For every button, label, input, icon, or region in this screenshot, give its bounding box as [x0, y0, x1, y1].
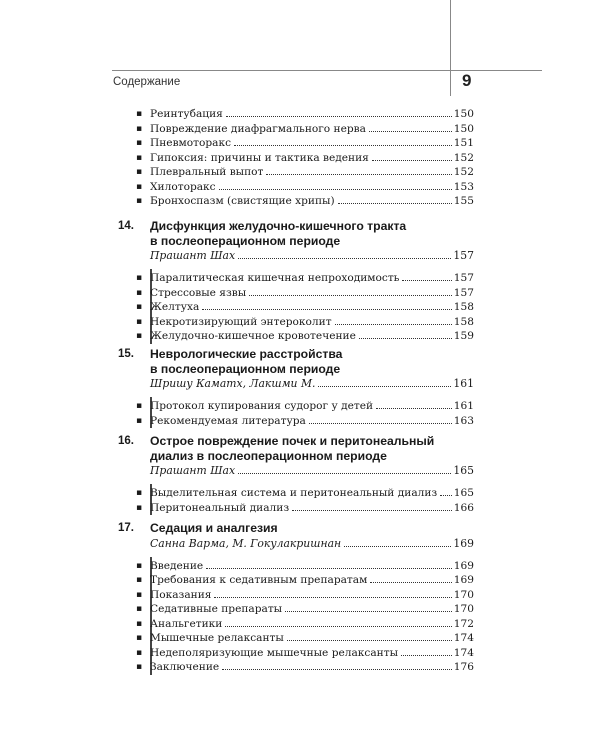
toc-item[interactable] — [136, 286, 474, 300]
running-header-title: Содержание — [113, 76, 181, 88]
author-page: 165 — [453, 464, 474, 477]
bullet-icon: ▪ — [136, 123, 143, 134]
bullet-icon: ▪ — [136, 488, 143, 498]
dot-leader — [238, 473, 451, 474]
bullet-icon: ▪ — [136, 502, 143, 513]
bullet-icon: ▪ — [136, 331, 143, 341]
dot-leader — [222, 669, 452, 670]
dot-leader — [372, 160, 452, 161]
dot-leader — [287, 640, 452, 641]
toc-item[interactable] — [136, 300, 474, 314]
bullet-icon: ▪ — [136, 560, 143, 571]
dot-leader — [440, 495, 452, 496]
bullet-icon: ▪ — [136, 633, 143, 643]
section-title-line[interactable]: Острое повреждение почек и перитонеальный — [150, 434, 435, 448]
toc-item[interactable] — [136, 315, 474, 329]
toc-item-page: 150 — [453, 108, 474, 120]
toc-item[interactable] — [136, 501, 474, 515]
toc-item-page: 153 — [453, 180, 474, 193]
toc-item-text: Седативные препараты — [150, 603, 283, 615]
bullet-icon: ▪ — [136, 181, 143, 192]
dot-leader — [226, 116, 452, 117]
dot-leader — [401, 655, 452, 656]
toc-item-text: Реинтубация — [150, 108, 223, 120]
toc-item-page: 155 — [453, 195, 474, 207]
page-number: 9 — [462, 71, 472, 90]
toc-item-text: Некротизирующий энтероколит — [150, 315, 332, 328]
dot-leader — [292, 510, 452, 511]
dot-leader — [376, 408, 452, 409]
toc-item-page: 169 — [453, 559, 474, 572]
bullet-icon: ▪ — [136, 415, 143, 426]
author-page: 157 — [453, 249, 474, 262]
bullet-icon: ▪ — [136, 287, 143, 298]
author-name: Санна Варма, М. Гокулакришнан — [150, 536, 342, 550]
bullet-icon: ▪ — [136, 273, 143, 283]
toc-item[interactable] — [136, 194, 474, 208]
dot-leader — [344, 546, 451, 547]
section-title-line[interactable]: диализ в послеоперационном периоде — [150, 448, 387, 463]
toc-item-text: Заключение — [150, 661, 220, 673]
bullet-icon: ▪ — [136, 152, 143, 163]
toc-item-page: 170 — [453, 588, 474, 601]
section-author — [150, 537, 474, 551]
author-page: 161 — [453, 377, 474, 390]
toc-item[interactable] — [136, 180, 474, 194]
toc-item-text: Стрессовые язвы — [150, 286, 247, 299]
toc-item[interactable] — [136, 271, 474, 285]
toc-item[interactable] — [136, 399, 474, 413]
dot-leader — [338, 203, 452, 204]
bullet-icon: ▪ — [136, 109, 143, 119]
section-author — [150, 249, 474, 263]
dot-leader — [359, 338, 452, 339]
bullet-icon: ▪ — [136, 618, 143, 629]
toc-item-page: 159 — [453, 330, 474, 342]
toc-item[interactable] — [136, 646, 474, 660]
section-title-line[interactable]: Дисфункция желудочно-кишечного тракта — [150, 219, 407, 233]
author-page: 169 — [453, 536, 474, 550]
bullet-icon: ▪ — [136, 196, 143, 206]
toc-item-text: Плевральный выпот — [150, 166, 264, 178]
toc-item[interactable] — [136, 414, 474, 428]
toc-item-text: Бронхоспазм (свистящие хрипы) — [150, 195, 335, 207]
dot-leader — [206, 568, 452, 569]
bullet-icon: ▪ — [136, 647, 143, 658]
toc-item[interactable] — [136, 631, 474, 645]
toc-item[interactable] — [136, 602, 474, 616]
dot-leader — [202, 309, 451, 310]
dot-leader — [369, 131, 452, 132]
toc-item-text: Мышечные релаксанты — [150, 632, 284, 644]
toc-item[interactable] — [136, 617, 474, 631]
toc-item-page: 176 — [453, 661, 474, 673]
header-horizontal-rule — [112, 70, 542, 71]
bullet-icon: ▪ — [136, 167, 143, 177]
toc-item-page: 151 — [453, 137, 474, 149]
toc-item[interactable] — [136, 136, 474, 150]
toc-item[interactable] — [136, 107, 474, 121]
section-title-line[interactable]: в послеоперационном периоде — [150, 233, 341, 248]
section-number: 15. — [118, 348, 134, 360]
bullet-icon: ▪ — [136, 302, 143, 312]
toc-item-text: Анальгетики — [150, 617, 223, 630]
dot-leader — [219, 189, 452, 190]
toc-item[interactable] — [136, 122, 474, 136]
toc-item-page: 157 — [453, 286, 474, 299]
section-author — [150, 464, 474, 478]
bullet-icon: ▪ — [136, 401, 143, 411]
toc-item[interactable] — [136, 165, 474, 179]
toc-item-text: Протокол купирования судорог у детей — [150, 400, 374, 412]
author-name: Прашант Шах — [150, 464, 236, 477]
toc-item-text: Показания — [150, 588, 212, 601]
dot-leader — [214, 597, 451, 598]
toc-item-text: Паралитическая кишечная непроходимость — [150, 272, 400, 284]
toc-item-text: Рекомендуемая литература — [150, 414, 306, 427]
section-title-line[interactable]: Седация и аналгезия — [150, 521, 278, 535]
bullet-icon: ▪ — [136, 604, 143, 614]
toc-item-text: Желудочно-кишечное кровотечение — [150, 330, 356, 342]
toc-item-page: 172 — [453, 617, 474, 630]
bullet-icon: ▪ — [136, 662, 143, 672]
toc-item[interactable] — [136, 588, 474, 602]
dot-leader — [318, 386, 451, 387]
toc-item[interactable] — [136, 660, 474, 674]
toc-item[interactable] — [136, 573, 474, 587]
dot-leader — [335, 324, 452, 325]
dot-leader — [234, 145, 452, 146]
dot-leader — [266, 174, 451, 175]
toc-item-page: 170 — [453, 603, 474, 615]
section-title-line[interactable]: Неврологические расстройства — [150, 347, 343, 361]
toc-item-page: 158 — [453, 315, 474, 328]
header-vertical-rule — [450, 0, 451, 96]
author-name: Прашант Шах — [150, 249, 236, 262]
toc-item-page: 163 — [453, 414, 474, 427]
dot-leader — [225, 626, 451, 627]
toc-item-text: Недеполяризующие мышечные релаксанты — [150, 646, 399, 659]
toc-item-text: Введение — [150, 559, 204, 572]
toc-item-page: 174 — [453, 646, 474, 659]
dot-leader — [370, 582, 451, 583]
toc-item-page: 161 — [453, 400, 474, 412]
toc-item-page: 157 — [453, 272, 474, 284]
toc-item-text: Выделительная система и перитонеальный диализ — [150, 487, 438, 499]
bullet-icon: ▪ — [136, 575, 143, 585]
bullet-icon: ▪ — [136, 589, 143, 600]
section-number: 17. — [118, 522, 134, 534]
toc-item-page: 150 — [453, 122, 474, 135]
dot-leader — [309, 423, 452, 424]
dot-leader — [285, 611, 452, 612]
toc-item-text: Требования к седативным препаратам — [150, 574, 368, 586]
section-title-line[interactable]: в послеоперационном периоде — [150, 361, 341, 376]
toc-item-page: 166 — [453, 501, 474, 514]
toc-item[interactable] — [136, 329, 474, 343]
toc-item-text: Гипоксия: причины и тактика ведения — [150, 151, 369, 164]
bullet-icon: ▪ — [136, 316, 143, 327]
toc-item-page: 152 — [453, 151, 474, 164]
toc-item-text: Повреждение диафрагмального нерва — [150, 122, 366, 135]
section-number: 16. — [118, 435, 134, 447]
author-name: Шришу Каматх, Лакшми М. — [150, 377, 316, 390]
section-author — [150, 377, 474, 391]
toc-item[interactable] — [136, 559, 474, 573]
section-number: 14. — [118, 220, 134, 232]
toc-item[interactable] — [136, 151, 474, 165]
dot-leader — [249, 295, 452, 296]
toc-item-page: 165 — [453, 487, 474, 499]
toc-item-text: Перитонеальный диализ — [150, 501, 290, 514]
dot-leader — [238, 258, 451, 259]
toc-item-page: 152 — [453, 166, 474, 178]
toc-item-page: 158 — [453, 301, 474, 313]
dot-leader — [402, 280, 451, 281]
toc-item-text: Хилоторакс — [150, 180, 216, 193]
bullet-icon: ▪ — [136, 138, 143, 148]
toc-item[interactable] — [136, 486, 474, 500]
toc-item-page: 169 — [453, 574, 474, 586]
toc-item-page: 174 — [453, 632, 474, 644]
toc-item-text: Пневмоторакс — [150, 137, 232, 149]
toc-item-text: Желтуха — [150, 301, 200, 313]
